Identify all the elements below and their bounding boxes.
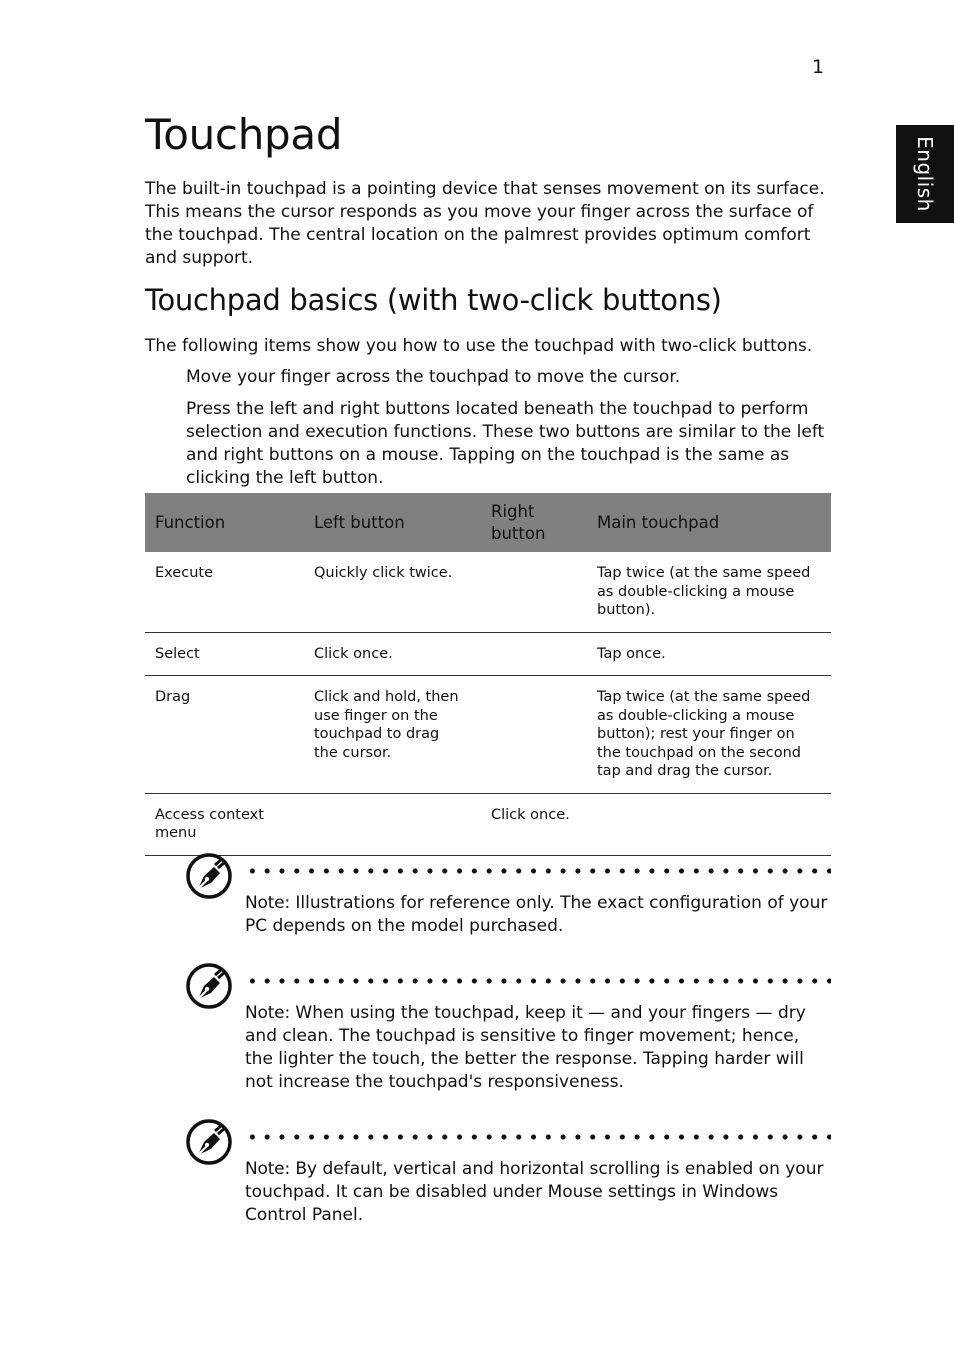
note-body: Illustrations for reference only. The exact configuration of your PC depends on the model purchased. xyxy=(245,893,828,936)
table-row xyxy=(145,632,831,676)
table-header-row xyxy=(145,493,831,552)
header-right-button: Right button xyxy=(481,493,587,552)
table-cell xyxy=(304,793,481,855)
table-cell: Drag xyxy=(145,676,304,794)
note-label: Note: xyxy=(245,893,290,913)
table-row xyxy=(145,793,831,855)
table-row xyxy=(145,676,831,794)
table-row xyxy=(145,552,831,632)
table-cell: Click once. xyxy=(304,632,481,676)
table-cell xyxy=(481,632,587,676)
section-lead: The following items show you how to use the touchpad with two-click buttons. xyxy=(145,336,813,356)
note-body: When using the touchpad, keep it — and your fingers — dry and clean. The touchpad is sensitive to finger movement; hence, the lighter the touch, the better the response. Tapping harder will not increase the touchpad's responsiveness. xyxy=(245,1003,806,1092)
page-number: 1 xyxy=(812,56,825,78)
table-cell: Select xyxy=(145,632,304,676)
note-divider xyxy=(245,978,831,984)
table-cell xyxy=(481,552,587,632)
intro-paragraph: The built-in touchpad is a pointing device that senses movement on its surface. This means the cursor responds as you move your finger across the surface of the touchpad. The central location on the palmrest provides optimum comfort and support. xyxy=(145,179,825,268)
note-divider xyxy=(245,868,831,874)
note-body: By default, vertical and horizontal scrolling is enabled on your touchpad. It can be disabled under Mouse settings in Windows Control Panel. xyxy=(245,1159,824,1225)
note-text xyxy=(245,1002,830,1094)
section-title: Touchpad basics (with two-click buttons) xyxy=(145,283,722,317)
table-cell: Access context menu xyxy=(145,793,304,855)
table-cell: Click once. xyxy=(481,793,587,855)
table-cell xyxy=(481,676,587,794)
list-item: Move your finger across the touchpad to move the cursor. xyxy=(186,367,681,387)
header-function: Function xyxy=(145,493,304,552)
table-cell: Quickly click twice. xyxy=(304,552,481,632)
language-tab xyxy=(896,125,954,223)
table-cell: Tap twice (at the same speed as double-clicking a mouse button); rest your finger on the touchpad on the second tap and drag the cursor. xyxy=(587,676,831,794)
note-pen-icon xyxy=(185,962,233,1010)
note-pen-icon xyxy=(185,1118,233,1166)
language-tab-label: English xyxy=(913,136,937,212)
list-item: Press the left and right buttons located beneath the touchpad to perform selection and execution functions. These two buttons are similar to the left and right buttons on a mouse. Tapping on the touchpad is the same as clicking the left button. xyxy=(186,399,825,488)
header-main-touchpad: Main touchpad xyxy=(587,493,831,552)
table-cell: Click and hold, then use finger on the touchpad to drag the cursor. xyxy=(304,676,481,794)
note-divider xyxy=(245,1134,831,1140)
page-title: Touchpad xyxy=(145,110,343,159)
note-pen-icon xyxy=(185,852,233,900)
table-cell xyxy=(587,793,831,855)
note-text xyxy=(245,1158,830,1227)
header-left-button: Left button xyxy=(304,493,481,552)
table-cell: Tap once. xyxy=(587,632,831,676)
table-cell: Tap twice (at the same speed as double-clicking a mouse button). xyxy=(587,552,831,632)
table-cell: Execute xyxy=(145,552,304,632)
note-label: Note: xyxy=(245,1159,290,1179)
note-label: Note: xyxy=(245,1003,290,1023)
touchpad-functions-table xyxy=(145,493,831,856)
note-text xyxy=(245,892,830,938)
